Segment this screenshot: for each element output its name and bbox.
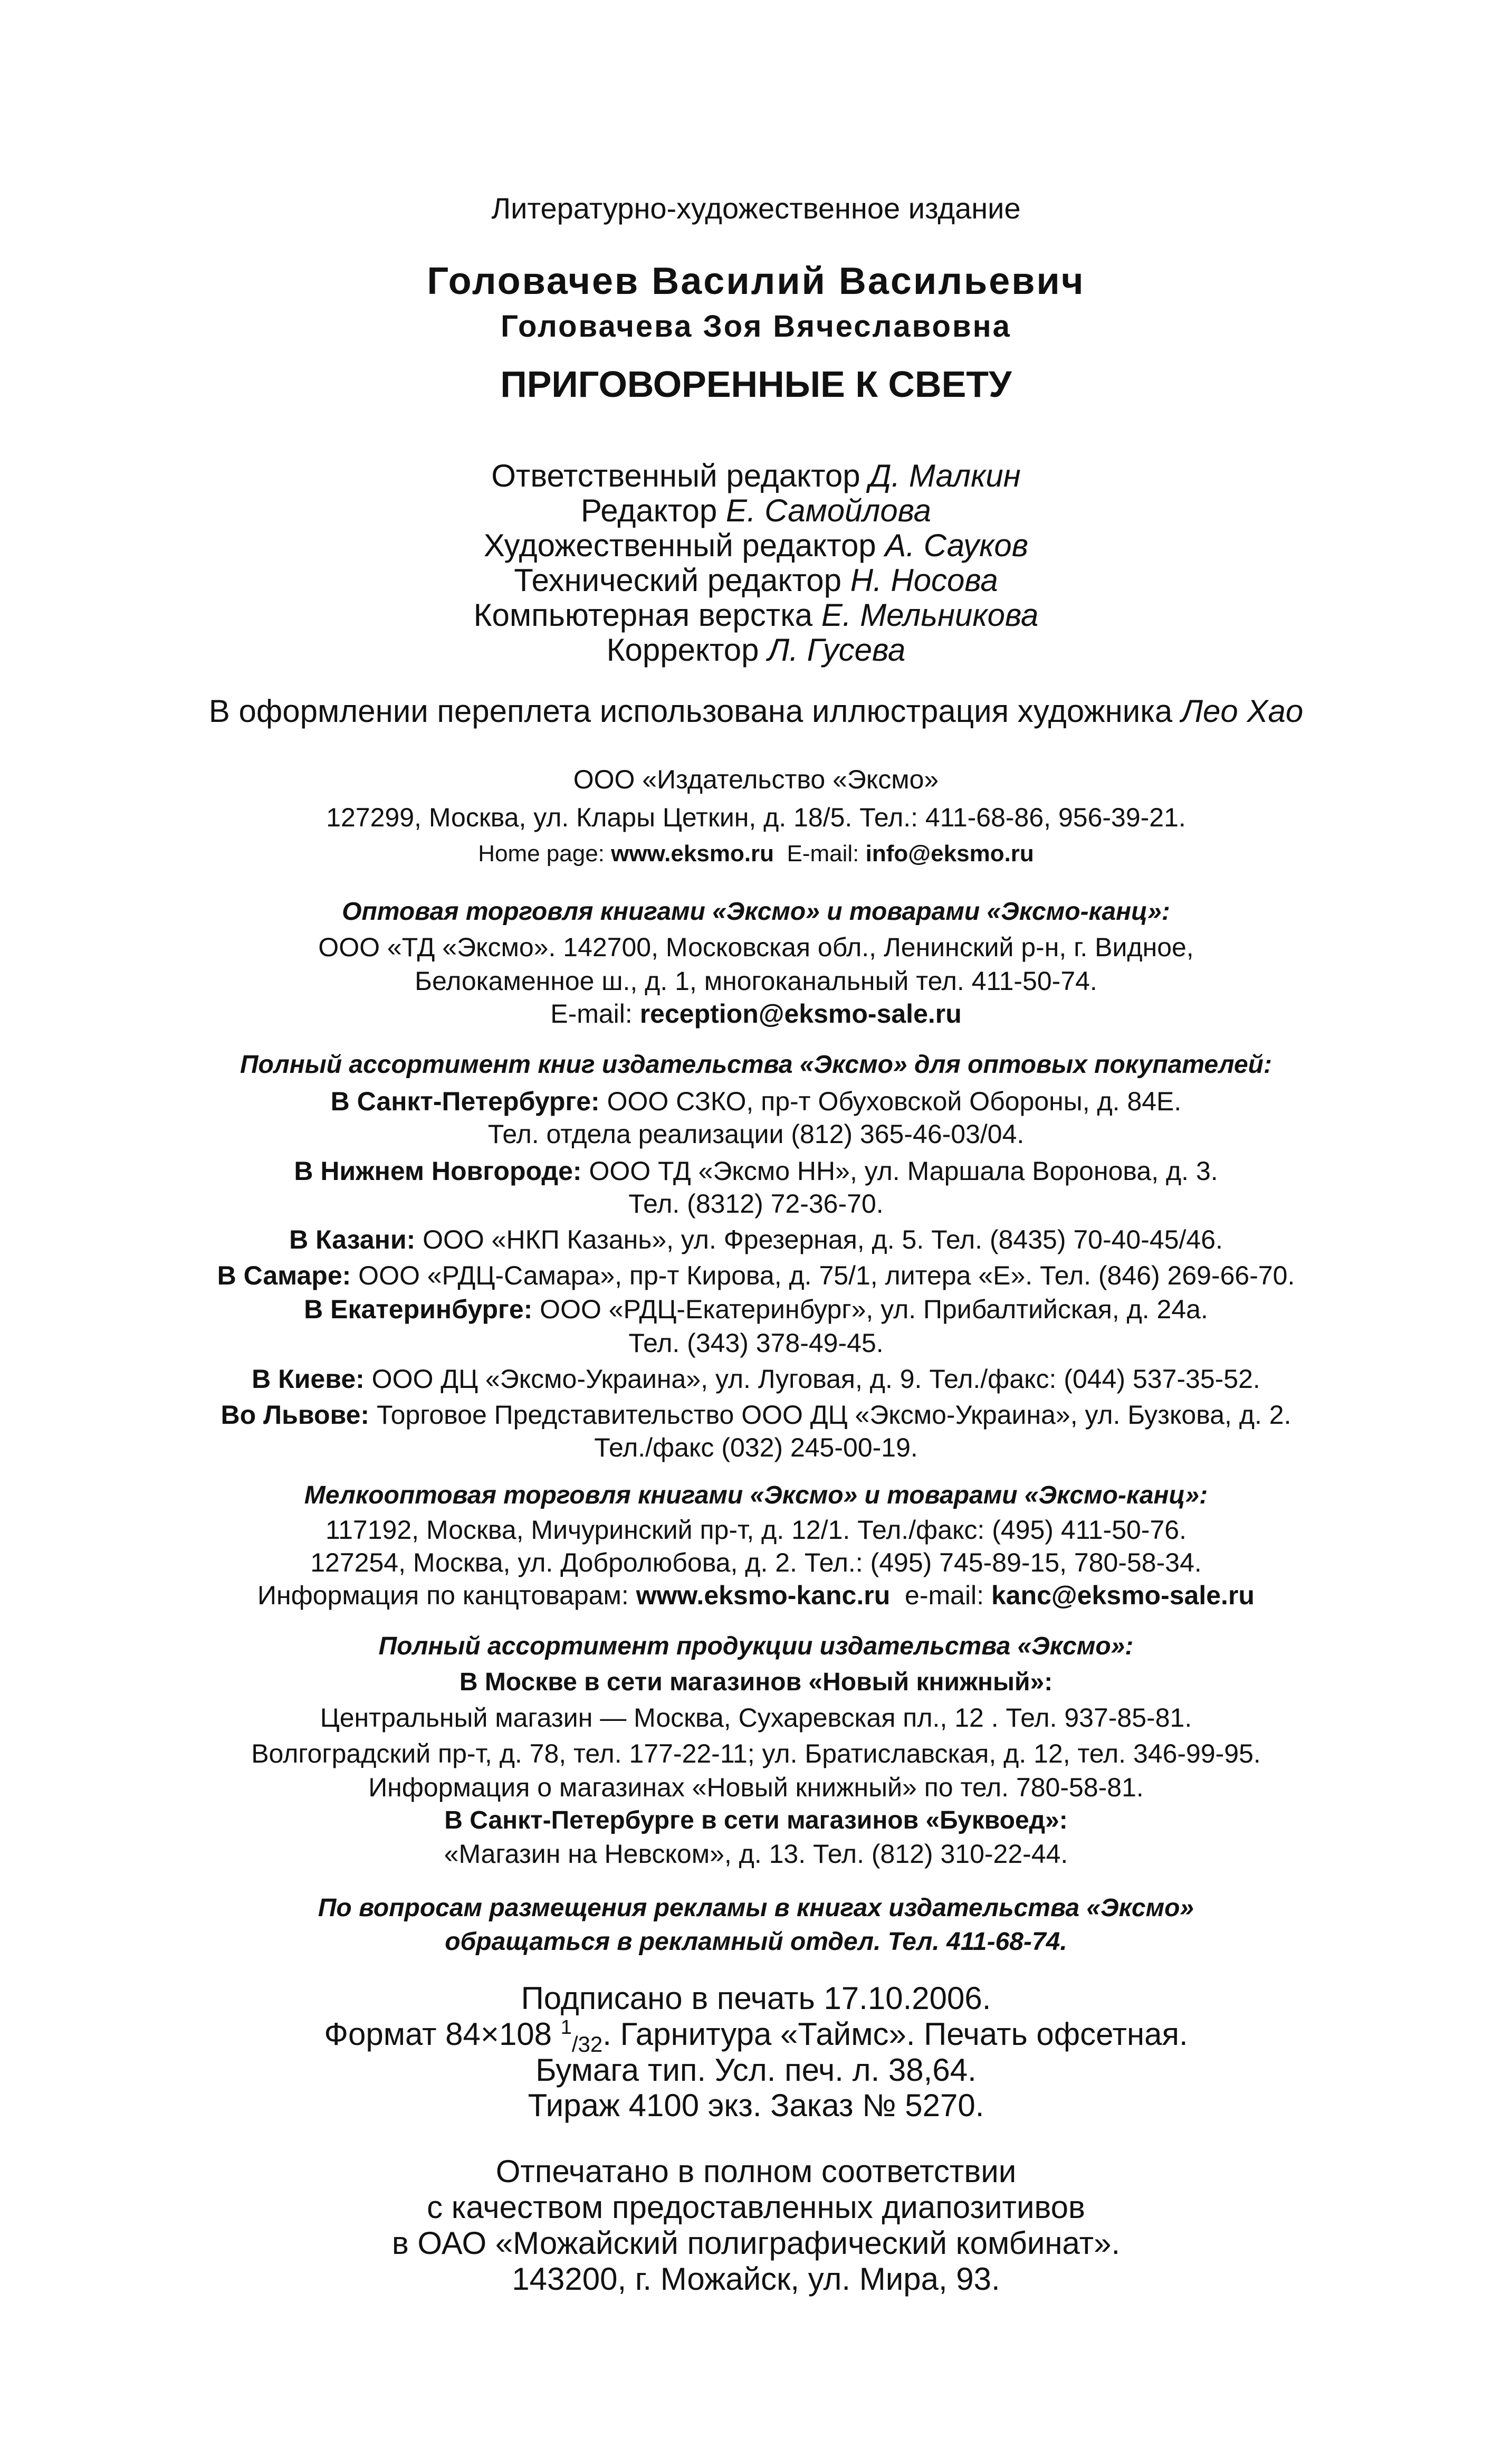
entry-text: ООО «РДЦ-Екатеринбург», ул. Прибалтийская, д. 24а. (540, 1295, 1208, 1324)
credit-line (0, 527, 1512, 564)
entry-text: Тел. (343) 378-49-45. (628, 1328, 884, 1358)
city-label: В Санкт-Петербурге: (330, 1087, 607, 1116)
publisher-web (0, 841, 1512, 867)
moscow-stores-heading: В Москве в сети магазинов «Новый книжный»: (459, 1668, 1053, 1696)
small-wholesale-line: 117192, Москва, Мичуринский пр-т, д. 12/1. Тел./факс: (495) 411-50-76. (326, 1515, 1186, 1545)
wholesale-line: Белокаменное ш., д. 1, многоканальный тел. 411-50-74. (415, 966, 1097, 996)
moscow-store-line: Центральный магазин — Москва, Сухаревская пл., 12 . Тел. 937-85-81. (320, 1703, 1192, 1733)
assortment-entry (0, 1260, 1512, 1291)
paper-line: Бумага тип. Усл. печ. л. 38,64. (535, 2052, 977, 2088)
format-denominator: /32 (571, 2032, 603, 2057)
printer-line: с качеством предоставленных диапозитивов (427, 2190, 1085, 2225)
email-label: E-mail: (774, 841, 866, 867)
home-label: Home page: (478, 841, 611, 867)
email-address: reception@eksmo-sale.ru (639, 999, 962, 1029)
advertising-line: обращаться в рекламный отдел. Тел. 411-68-74. (445, 1928, 1067, 1956)
city-label: В Екатеринбурге: (304, 1295, 540, 1324)
retail-heading: Полный ассортимент продукции издательства «Эксмо»: (378, 1632, 1134, 1660)
signed-date: Подписано в печать 17.10.2006. (521, 1981, 991, 2016)
credit-name: Е. Самойлова (725, 493, 932, 528)
credit-line (0, 632, 1512, 668)
entry-text: Торговое Представительство ООО ДЦ «Эксмо-Украина», ул. Бузкова, д. 2. (376, 1400, 1291, 1430)
cover-illustration-note (0, 693, 1512, 729)
credit-name: Е. Мельникова (821, 597, 1039, 633)
author-primary: Головачев Василий Васильевич (427, 260, 1085, 302)
wholesale-line: ООО «ТД «Эксмо». 142700, Московская обл., Ленинский р-н, г. Видное, (318, 932, 1194, 962)
format-prefix: Формат 84×108 (324, 2016, 561, 2052)
assortment-entry (0, 1119, 1512, 1149)
printer-line: в ОАО «Можайский полиграфический комбинат». (391, 2225, 1121, 2261)
stationery-info (0, 1580, 1512, 1611)
city-label: В Киеве: (252, 1364, 372, 1394)
credit-line (0, 492, 1512, 529)
assortment-entry (0, 1188, 1512, 1219)
email-address: kanc@eksmo-sale.ru (991, 1581, 1255, 1610)
assortment-entry (0, 1432, 1512, 1463)
credit-name: Л. Гусева (768, 632, 906, 668)
moscow-store-line: Информация о магазинах «Новый книжный» по тел. 780-58-81. (368, 1773, 1144, 1802)
credit-role: Ответственный редактор (491, 458, 869, 493)
format-numerator: 1 (560, 2016, 572, 2039)
printer-line: Отпечатано в полном соответствии (495, 2154, 1017, 2189)
email-address: info@eksmo.ru (865, 841, 1034, 867)
info-url: www.eksmo-kanc.ru (636, 1581, 891, 1610)
small-wholesale-line: 127254, Москва, ул. Добролюбова, д. 2. Тел.: (495) 745-89-15, 780-58-34. (310, 1548, 1202, 1577)
credit-line (0, 597, 1512, 633)
assortment-entry (0, 1224, 1512, 1255)
wholesale-email (0, 998, 1512, 1029)
email-label: E-mail: (550, 999, 640, 1029)
credit-role: Художественный редактор (483, 528, 885, 563)
assortment-entry (0, 1364, 1512, 1394)
small-wholesale-heading: Мелкооптовая торговля книгами «Эксмо» и товарами «Эксмо-канц»: (304, 1481, 1208, 1509)
credit-name: Н. Носова (850, 563, 998, 598)
book-title: ПРИГОВОРЕННЫЕ К СВЕТУ (500, 364, 1012, 405)
assortment-entry (0, 1400, 1512, 1430)
advertising-line: По вопросам размещения рекламы в книгах издательства «Эксмо» (318, 1894, 1194, 1922)
city-label: Во Львове: (221, 1400, 377, 1430)
city-label: В Нижнем Новгороде: (294, 1156, 589, 1186)
assortment-entry (0, 1086, 1512, 1117)
spb-store-line: «Магазин на Невском», д. 13. Тел. (812) 310-22-44. (444, 1839, 1068, 1869)
entry-text: ООО СЗКО, пр-т Обуховской Обороны, д. 84Е. (607, 1087, 1182, 1116)
printer-line: 143200, г. Можайск, ул. Мира, 93. (512, 2261, 1000, 2297)
cover-artist: Лео Хао (1181, 693, 1304, 729)
spb-stores-heading: В Санкт-Петербурге в сети магазинов «Буквоед»: (444, 1806, 1068, 1834)
credit-line (0, 458, 1512, 494)
city-label: В Казани: (289, 1225, 423, 1254)
author-secondary: Головачева Зоя Вячеславовна (501, 309, 1011, 344)
format-suffix: . Гарнитура «Таймс». Печать офсетная. (602, 2016, 1188, 2052)
format-line (0, 2016, 1512, 2057)
entry-text: ООО «НКП Казань», ул. Фрезерная, д. 5. Тел. (8435) 70-40-45/46. (423, 1225, 1223, 1254)
credit-role: Технический редактор (514, 563, 850, 598)
home-url: www.eksmo.ru (611, 841, 774, 867)
run-line: Тираж 4100 экз. Заказ № 5270. (528, 2088, 984, 2123)
credit-role: Редактор (580, 493, 726, 528)
assortment-entry (0, 1156, 1512, 1186)
entry-text: Тел. отдела реализации (812) 365-46-03/04. (487, 1119, 1025, 1149)
entry-text: ООО ТД «Эксмо НН», ул. Маршала Воронова, д. 3. (589, 1156, 1218, 1186)
credit-name: А. Сауков (885, 528, 1029, 563)
entry-text: Тел./факс (032) 245-00-19. (594, 1433, 918, 1462)
entry-text: ООО ДЦ «Эксмо-Украина», ул. Луговая, д. 9. Тел./факс: (044) 537-35-52. (371, 1364, 1260, 1394)
entry-text: ООО «РДЦ-Самара», пр-т Кирова, д. 75/1, литера «Е». Тел. (846) 269-66-70. (358, 1261, 1295, 1290)
edition-type: Литературно-художественное издание (491, 192, 1021, 225)
assortment-heading: Полный ассортимент книг издательства «Эксмо» для оптовых покупателей: (240, 1051, 1272, 1079)
email-label: e-mail: (890, 1581, 991, 1610)
assortment-entry (0, 1328, 1512, 1358)
credit-name: Д. Малкин (869, 458, 1021, 493)
publisher-address: 127299, Москва, ул. Клары Цеткин, д. 18/5. Тел.: 411-68-86, 956-39-21. (326, 803, 1186, 832)
city-label: В Самаре: (217, 1261, 359, 1290)
wholesale-heading: Оптовая торговля книгами «Эксмо» и товарами «Эксмо-канц»: (342, 898, 1170, 926)
credit-line (0, 562, 1512, 598)
credit-role: Компьютерная верстка (473, 597, 821, 633)
entry-text: Тел. (8312) 72-36-70. (628, 1189, 884, 1219)
cover-text: В оформлении переплета использована иллюстрация художника (208, 693, 1181, 729)
publisher-name: ООО «Издательство «Эксмо» (573, 765, 939, 794)
credit-role: Корректор (606, 632, 768, 668)
moscow-store-line: Волгоградский пр-т, д. 78, тел. 177-22-11; ул. Братиславская, д. 12, тел. 346-99-95. (251, 1739, 1261, 1768)
assortment-entry (0, 1294, 1512, 1325)
info-label: Информация по канцтоварам: (257, 1581, 636, 1610)
